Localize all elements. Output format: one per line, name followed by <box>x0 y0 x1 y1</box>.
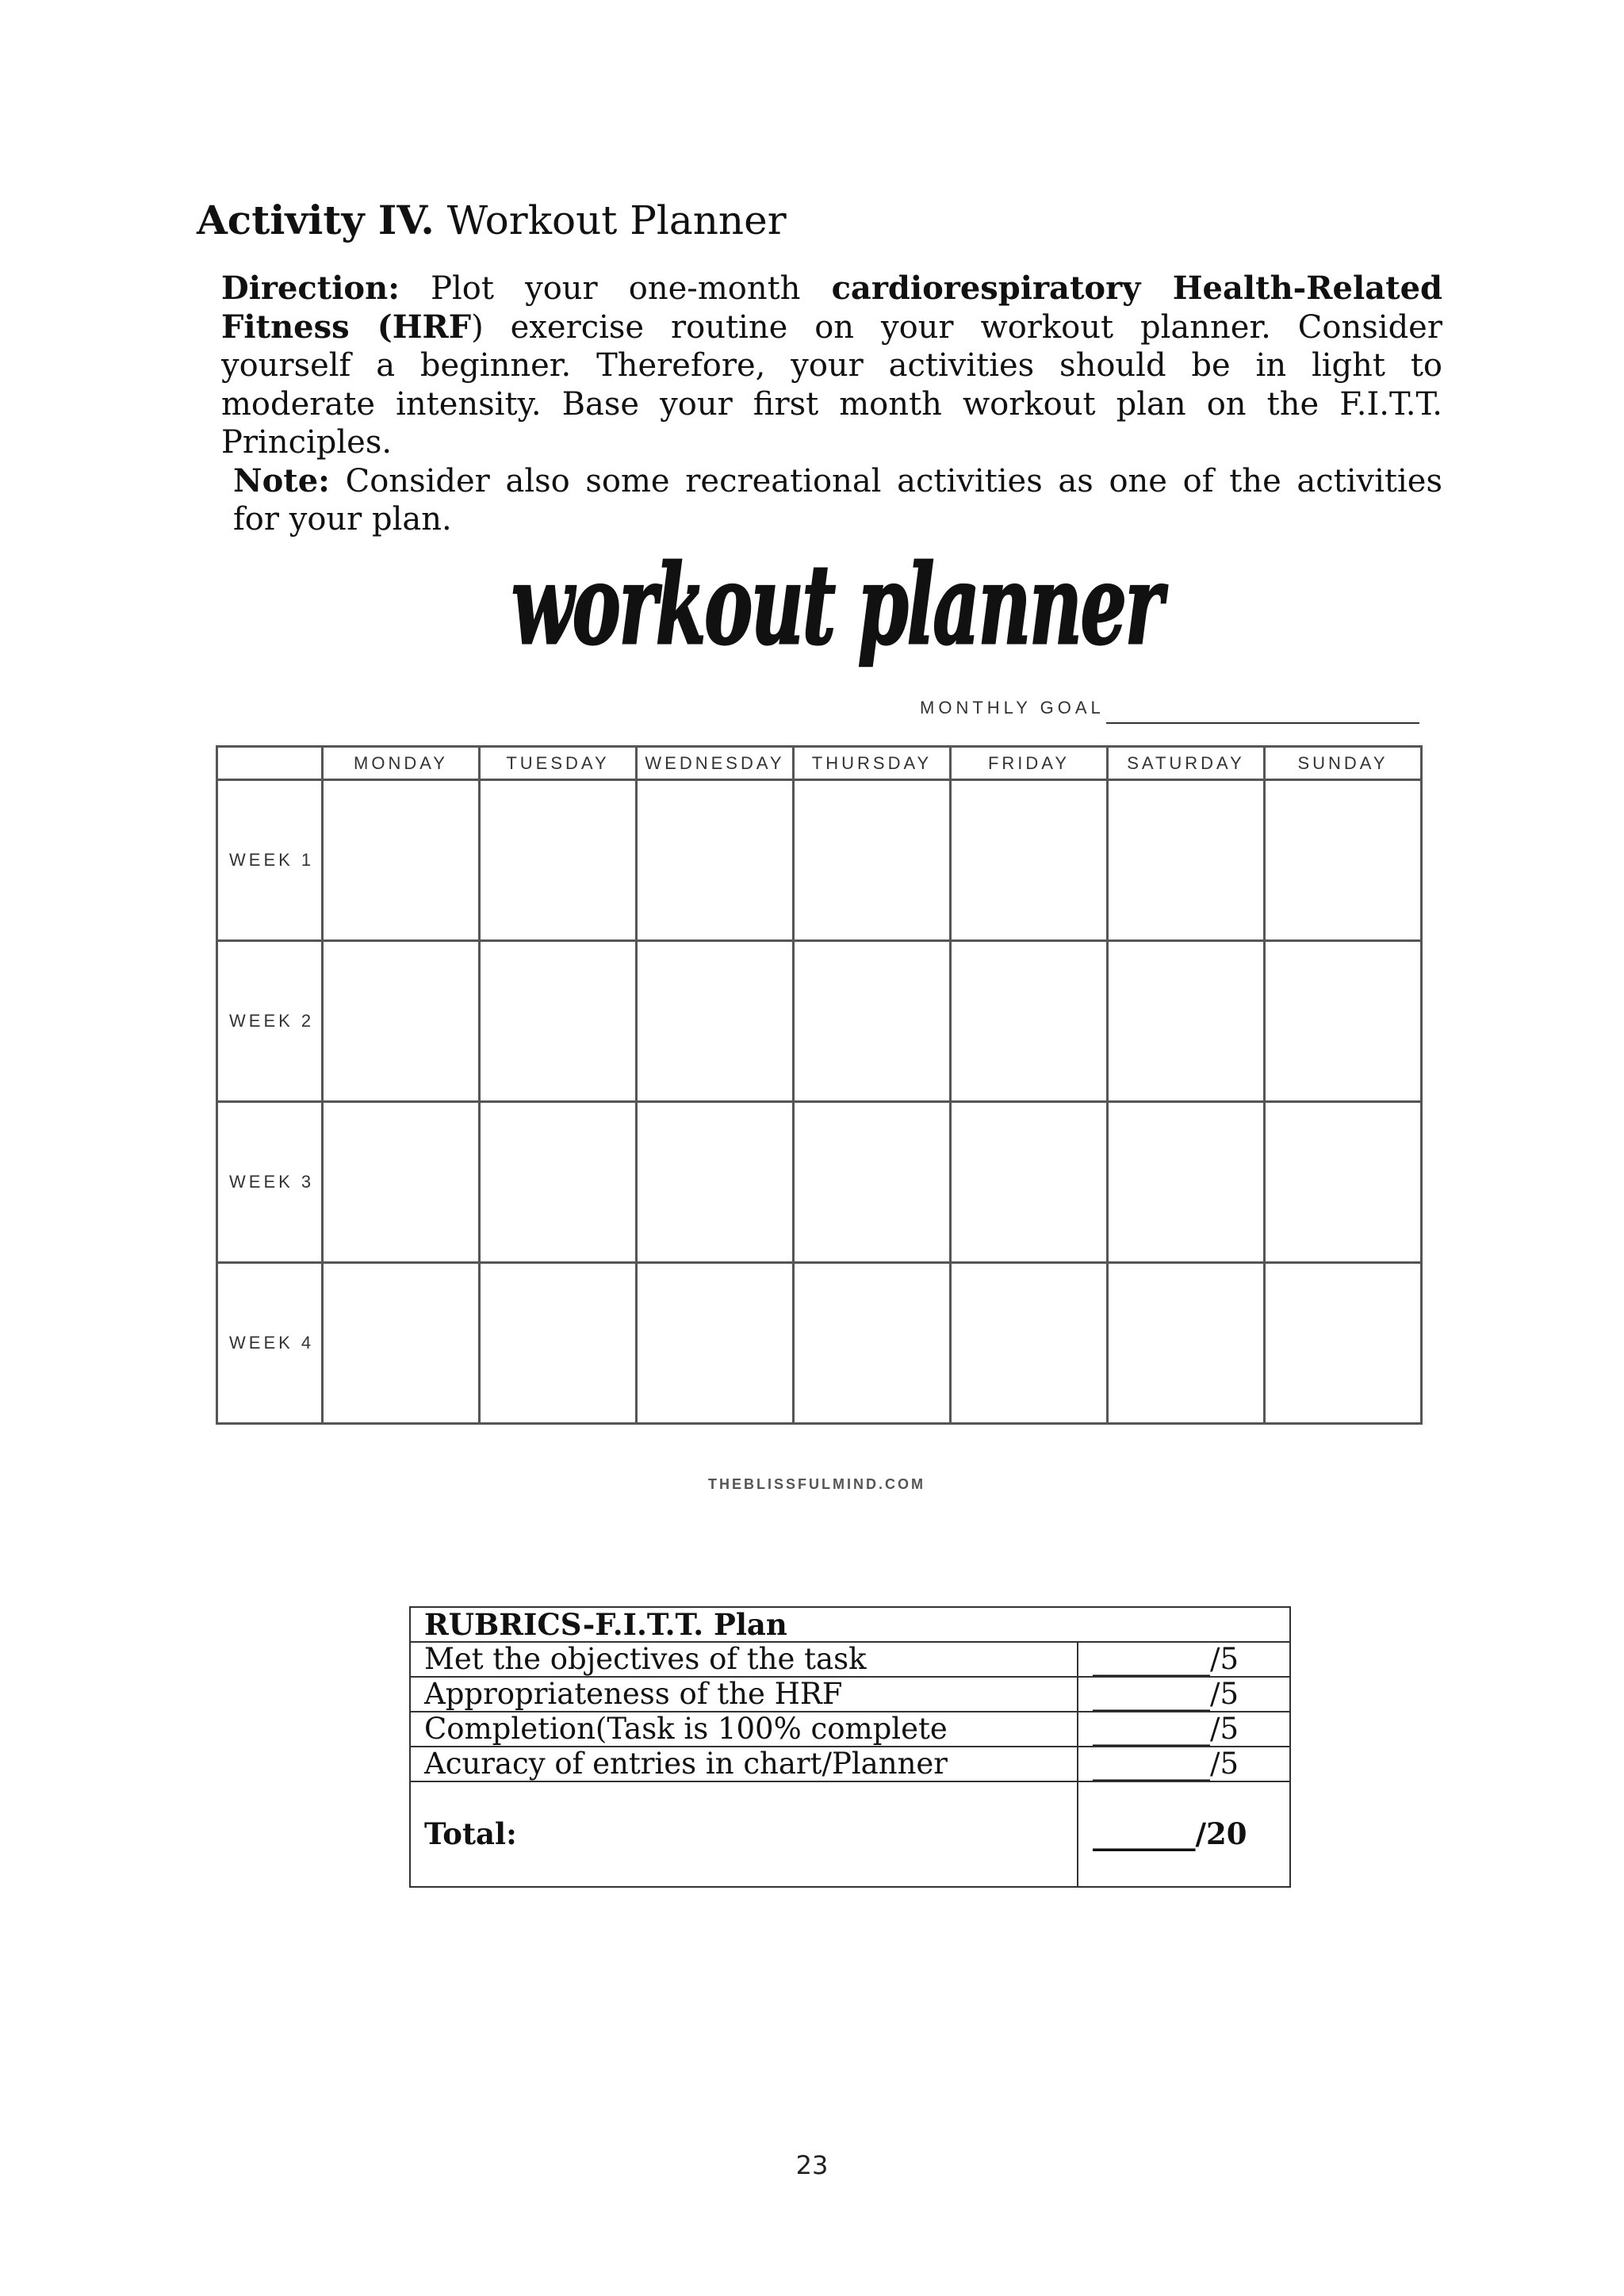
rubric-total-score-text: _______/20 <box>1093 1816 1247 1851</box>
rubric-table <box>409 1606 1291 1888</box>
monthly-goal-line <box>1106 722 1419 724</box>
planner-cell[interactable] <box>1265 780 1422 941</box>
note-label: Note: <box>233 461 330 499</box>
planner-heading-logo <box>444 504 1229 710</box>
planner-cell[interactable] <box>794 941 951 1102</box>
rubric-criterion: Completion(Task is 100% complete <box>410 1712 1078 1747</box>
planner-cell[interactable] <box>951 941 1108 1102</box>
planner-header-row <box>217 747 1422 780</box>
rubric-total-row <box>410 1781 1290 1887</box>
direction-paragraph <box>221 270 1442 462</box>
rubric-total-score[interactable] <box>1078 1781 1290 1887</box>
planner-cell[interactable] <box>794 1102 951 1263</box>
week-row <box>217 780 1422 941</box>
planner-cell[interactable] <box>323 1263 480 1424</box>
day-header-saturday: SATURDAY <box>1108 747 1265 780</box>
direction-block <box>221 270 1442 539</box>
planner-cell[interactable] <box>323 1102 480 1263</box>
week-label: WEEK 3 <box>217 1102 323 1263</box>
week-label: WEEK 1 <box>217 780 323 941</box>
rubric-score[interactable]: ________/5 <box>1078 1712 1290 1747</box>
rubric-criterion: Appropriateness of the HRF <box>410 1677 1078 1712</box>
planner-cell[interactable] <box>1108 780 1265 941</box>
direction-text-1: Plot your one-month <box>399 270 832 307</box>
day-header-monday: MONDAY <box>323 747 480 780</box>
week-row <box>217 941 1422 1102</box>
planner-cell[interactable] <box>480 1263 637 1424</box>
rubric-row <box>410 1712 1290 1747</box>
rubric-score[interactable]: ________/5 <box>1078 1747 1290 1781</box>
planner-cell[interactable] <box>637 780 794 941</box>
week-row <box>217 1263 1422 1424</box>
day-header-friday: FRIDAY <box>951 747 1108 780</box>
activity-label: Activity IV. <box>197 197 435 243</box>
week-label: WEEK 2 <box>217 941 323 1102</box>
direction-label: Direction: <box>221 270 400 307</box>
rubric-criterion: Acuracy of entries in chart/Planner <box>410 1747 1078 1781</box>
planner-cell[interactable] <box>1265 1102 1422 1263</box>
planner-cell[interactable] <box>637 1263 794 1424</box>
activity-title <box>197 197 787 244</box>
day-header-thursday: THURSDAY <box>794 747 951 780</box>
rubric-title-row <box>410 1607 1290 1642</box>
planner-grid <box>216 745 1423 1425</box>
planner-cell[interactable] <box>637 1102 794 1263</box>
planner-cell[interactable] <box>480 941 637 1102</box>
day-header-sunday: SUNDAY <box>1265 747 1422 780</box>
planner-cell[interactable] <box>794 780 951 941</box>
planner-cell[interactable] <box>951 1102 1108 1263</box>
planner-heading-text: workout planner <box>511 540 1169 669</box>
rubric-total-label-text: Total: <box>424 1816 517 1851</box>
rubric-row <box>410 1642 1290 1677</box>
corner-cell <box>217 747 323 780</box>
planner-cell[interactable] <box>1108 1102 1265 1263</box>
rubric-title: RUBRICS-F.I.T.T. Plan <box>410 1607 1290 1642</box>
rubric-score[interactable]: ________/5 <box>1078 1677 1290 1712</box>
planner-cell[interactable] <box>951 780 1108 941</box>
rubric-criterion: Met the objectives of the task <box>410 1642 1078 1677</box>
planner-cell[interactable] <box>794 1263 951 1424</box>
monthly-goal-label: MONTHLY GOAL <box>920 698 1105 718</box>
planner-cell[interactable] <box>1265 941 1422 1102</box>
planner-cell[interactable] <box>480 780 637 941</box>
page-number: 23 <box>795 2150 829 2180</box>
rubric-row <box>410 1747 1290 1781</box>
planner-cell[interactable] <box>323 941 480 1102</box>
planner-cell[interactable] <box>1265 1263 1422 1424</box>
planner-cell[interactable] <box>323 780 480 941</box>
planner-cell[interactable] <box>637 941 794 1102</box>
note-text: Consider also some recreational activities as one of the activities for your plan. <box>233 462 1442 538</box>
direction-bold-text: cardiorespiratory Health-Related Fitness (HRF <box>221 270 1442 346</box>
week-row <box>217 1102 1422 1263</box>
site-credit: THEBLISSFULMIND.COM <box>708 1476 925 1492</box>
activity-name: Workout Planner <box>446 197 787 243</box>
rubric-row <box>410 1677 1290 1712</box>
planner-cell[interactable] <box>1108 941 1265 1102</box>
planner-cell[interactable] <box>480 1102 637 1263</box>
planner-cell[interactable] <box>1108 1263 1265 1424</box>
rubric-total-label <box>410 1781 1078 1887</box>
day-header-tuesday: TUESDAY <box>480 747 637 780</box>
rubric-score[interactable]: ________/5 <box>1078 1642 1290 1677</box>
day-header-wednesday: WEDNESDAY <box>637 747 794 780</box>
week-label: WEEK 4 <box>217 1263 323 1424</box>
planner-cell[interactable] <box>951 1263 1108 1424</box>
direction-text-2: ) exercise routine on your workout planner. Consider yourself a beginner. Therefore, your activities should be in light to moderate intensity. Base your first month workout plan on the F.I.T.T. Principles. <box>221 308 1442 461</box>
